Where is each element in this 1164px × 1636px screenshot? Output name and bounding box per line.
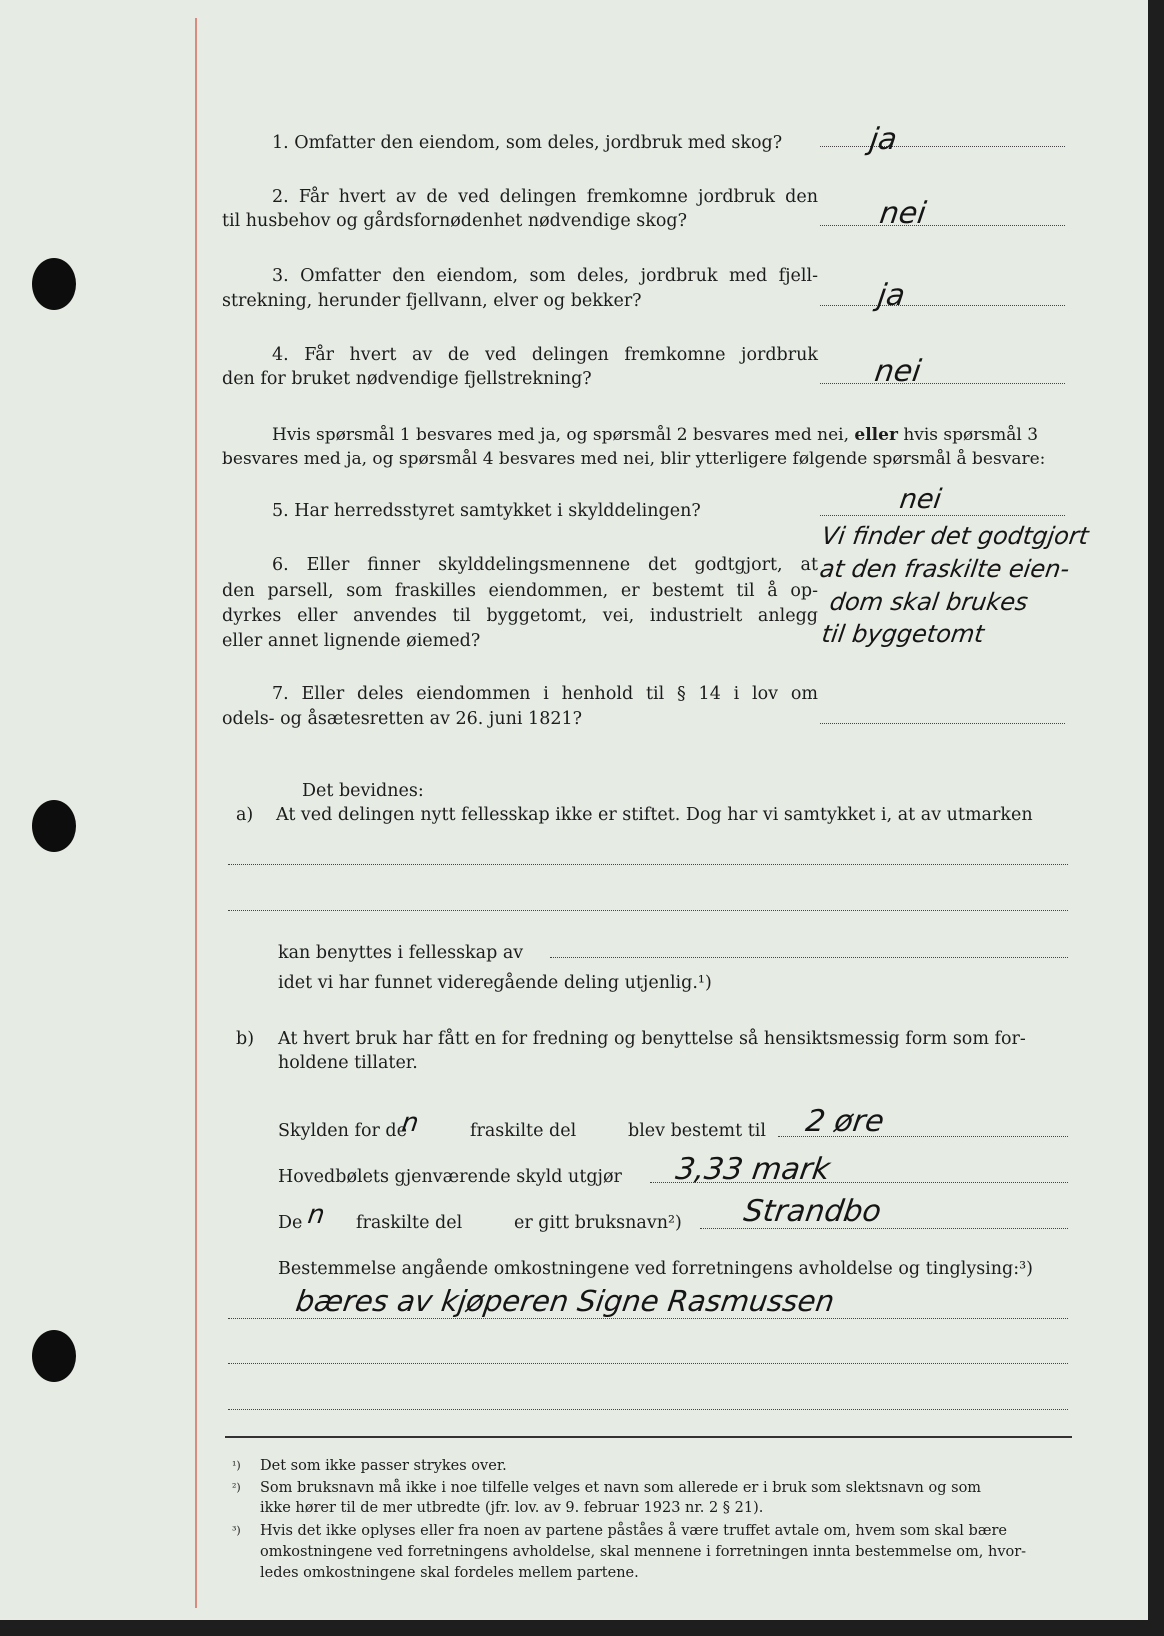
question-3-line-1: 3. Omfatter den eiendom, som deles, jordbruk med fjell-: [272, 266, 818, 286]
bruksnavn-label: er gitt bruksnavn²): [514, 1213, 682, 1233]
punch-hole: [32, 800, 76, 852]
skyld-bestemt: blev bestemt til: [628, 1121, 766, 1141]
certification-heading: Det bevidnes:: [302, 781, 424, 801]
document-page: 1. Omfatter den eiendom, som deles, jordbruk med skog? ja 2. Får hvert av de ved delingen fremkomne jordbruk den til husbehov og gårdsfornødenhet nødvendige skog? nei 3. Omfatter den eiendom, som deles, jordbruk med fjell- strekning, herunder fjellvann, elver og bekker? ja 4. Får hvert av de ved delingen fremkomne jordbruk den for bruket nødvendige fjellstrekning? nei Hvis spørsmål 1 besvares med ja, og spørsmål 2 besvares med nei, eller hvis spørsmål 3 besvares med ja, og spørsmål 4 besvares med nei, blir ytterligere følgende spørsmål å besvare: 5. Har herredsstyret samtykket i skylddelingen? nei 6. Eller finner skylddelingsmennene det godtgjort, at den parsell, som fraskilles eiendommen, er bestemt til å op- dyrkes eller anvendes til byggetomt, vei, industrielt anlegg eller annet lignende øiemed? Vi finder det godtgjort at den fraskilte eien- dom skal brukes til byggetomt 7. Eller deles eiendommen i henhold til § 14 i lov om odels- og åsætesretten av 26. juni 1821? Det bevidnes: a) At ved delingen nytt fellesskap ikke er stiftet. Dog har vi samtykket i, at av utmarken kan benyttes i fellesskap av idet vi har funnet videregående deling utjenlig.¹) b) At hvert bruk har fått en for fredning og benyttelse så hensiktsmessig form som for- holdene tillater. Skylden for de n fraskilte del blev bestemt til 2 øre Hovedbølets gjenværende skyld utgjør 3,33 mark De n fraskilte del er gitt bruksnavn²) Strandbo Bestemmelse angående omkostningene ved forretningens avholdelse og tinglysing:³) bæres av kjøperen Signe Rasmussen ¹) Det som ikke passer strykes over. ²) Som bruksnavn må ikke i noe tilfelle velges et navn som allerede er i bruk som slektsnavn og som ikke hører til de mer utbredte (jfr. lov. av 9. februar 1923 nr. 2 § 21). ³) Hvis det ikke oplyses eller fra noen av partene påståes å være truffet avtale om, hvem som skal bære omkostningene ved forretningens avholdelse, skal mennene i forretningen innta bestemmelse om, hvor- ledes omkostningene skal fordeles mellem partene.: [0, 0, 1148, 1620]
instruction-line-2: besvares med ja, og spørsmål 4 besvares med nei, blir ytterligere følgende spørsmål å besvare:: [222, 449, 1046, 469]
question-7-line-1: 7. Eller deles eiendommen i henhold til § 14 i lov om: [272, 684, 818, 704]
item-b-line-2: holdene tillater.: [278, 1053, 418, 1073]
question-4-line-2: den for bruket nødvendige fjellstrekning?: [222, 369, 592, 389]
handwritten-answer-6-line-2: at den fraskilte eien-: [818, 555, 1072, 583]
item-a-shared-use: kan benyttes i fellesskap av: [278, 943, 524, 963]
handwritten-answer-6-line-4: til byggetomt: [820, 620, 986, 648]
instruction-line-1: Hvis spørsmål 1 besvares med ja, og spørsmål 2 besvares med nei, eller hvis spørsmål 3: [272, 425, 1039, 445]
item-a-conclusion: idet vi har funnet videregående deling utjenlig.¹): [278, 973, 712, 993]
handwritten-answer-6-line-3: dom skal brukes: [828, 588, 1030, 616]
blank-line: [228, 1363, 1068, 1364]
answer-line: [820, 305, 1065, 306]
question-7-line-2: odels- og åsætesretten av 26. juni 1821?: [222, 709, 582, 729]
blank-line: [228, 864, 1068, 865]
handwritten-answer-4: nei: [872, 354, 924, 389]
handwritten-answer-1: ja: [867, 122, 900, 157]
answer-line: [228, 1318, 1068, 1319]
punch-hole: [32, 258, 76, 310]
handwritten-plural-n: n: [399, 1108, 421, 1138]
question-5: 5. Har herredsstyret samtykket i skylddelingen?: [272, 501, 701, 521]
item-b-line-1: At hvert bruk har fått en for fredning og benyttelse så hensiktsmessig form som for-: [278, 1029, 1026, 1049]
handwritten-bruksnavn: Strandbo: [741, 1194, 884, 1229]
answer-line: [820, 383, 1065, 384]
blank-line: [228, 1409, 1068, 1410]
handwritten-plural-n: n: [305, 1200, 327, 1230]
handwritten-skyld: 2 øre: [803, 1104, 887, 1139]
item-a-text: At ved delingen nytt fellesskap ikke er stiftet. Dog har vi samtykket i, at av utmarken: [276, 805, 1033, 825]
blank-line: [550, 957, 1068, 958]
item-a-label: a): [236, 805, 254, 825]
question-2-line-1: 2. Får hvert av de ved delingen fremkomne jordbruk den: [272, 187, 818, 207]
footnote-rule: [225, 1436, 1072, 1438]
question-6-line-2: den parsell, som fraskilles eiendommen, er bestemt til å op-: [222, 581, 818, 601]
margin-line: [195, 18, 197, 1608]
cost-label: Bestemmelse angående omkostningene ved forretningens avholdelse og tinglysing:³): [278, 1259, 1033, 1279]
question-2-line-2: til husbehov og gårdsfornødenhet nødvendige skog?: [222, 211, 687, 231]
skyld-label: Skylden for de: [278, 1121, 407, 1141]
question-4-line-1: 4. Får hvert av de ved delingen fremkomne jordbruk: [272, 345, 818, 365]
handwritten-hovedbol: 3,33 mark: [673, 1152, 833, 1187]
item-b-label: b): [236, 1029, 255, 1049]
answer-line: [820, 225, 1065, 226]
handwritten-answer-5: nei: [897, 484, 944, 515]
skyld-fraskilte: fraskilte del: [470, 1121, 577, 1141]
punch-hole: [32, 1330, 76, 1382]
bruksnavn-fraskilte: fraskilte del: [356, 1213, 463, 1233]
bruksnavn-de: De: [278, 1213, 303, 1233]
handwritten-answer-6-line-1: Vi finder det godtgjort: [820, 522, 1091, 550]
answer-line: [820, 515, 1065, 516]
question-1: 1. Omfatter den eiendom, som deles, jordbruk med skog?: [272, 133, 783, 153]
question-6-line-1: 6. Eller finner skylddelingsmennene det godtgjort, at: [272, 555, 818, 575]
question-6-line-4: eller annet lignende øiemed?: [222, 631, 481, 651]
answer-line: [820, 723, 1065, 724]
hovedbol-label: Hovedbølets gjenværende skyld utgjør: [278, 1167, 622, 1187]
blank-line: [228, 910, 1068, 911]
handwritten-answer-3: ja: [875, 278, 908, 313]
question-6-line-3: dyrkes eller anvendes til byggetomt, vei, industrielt anlegg: [222, 606, 818, 626]
handwritten-cost: bæres av kjøperen Signe Rasmussen: [293, 1284, 837, 1318]
handwritten-answer-2: nei: [877, 196, 929, 231]
answer-line: [820, 146, 1065, 147]
question-3-line-2: strekning, herunder fjellvann, elver og bekker?: [222, 291, 642, 311]
